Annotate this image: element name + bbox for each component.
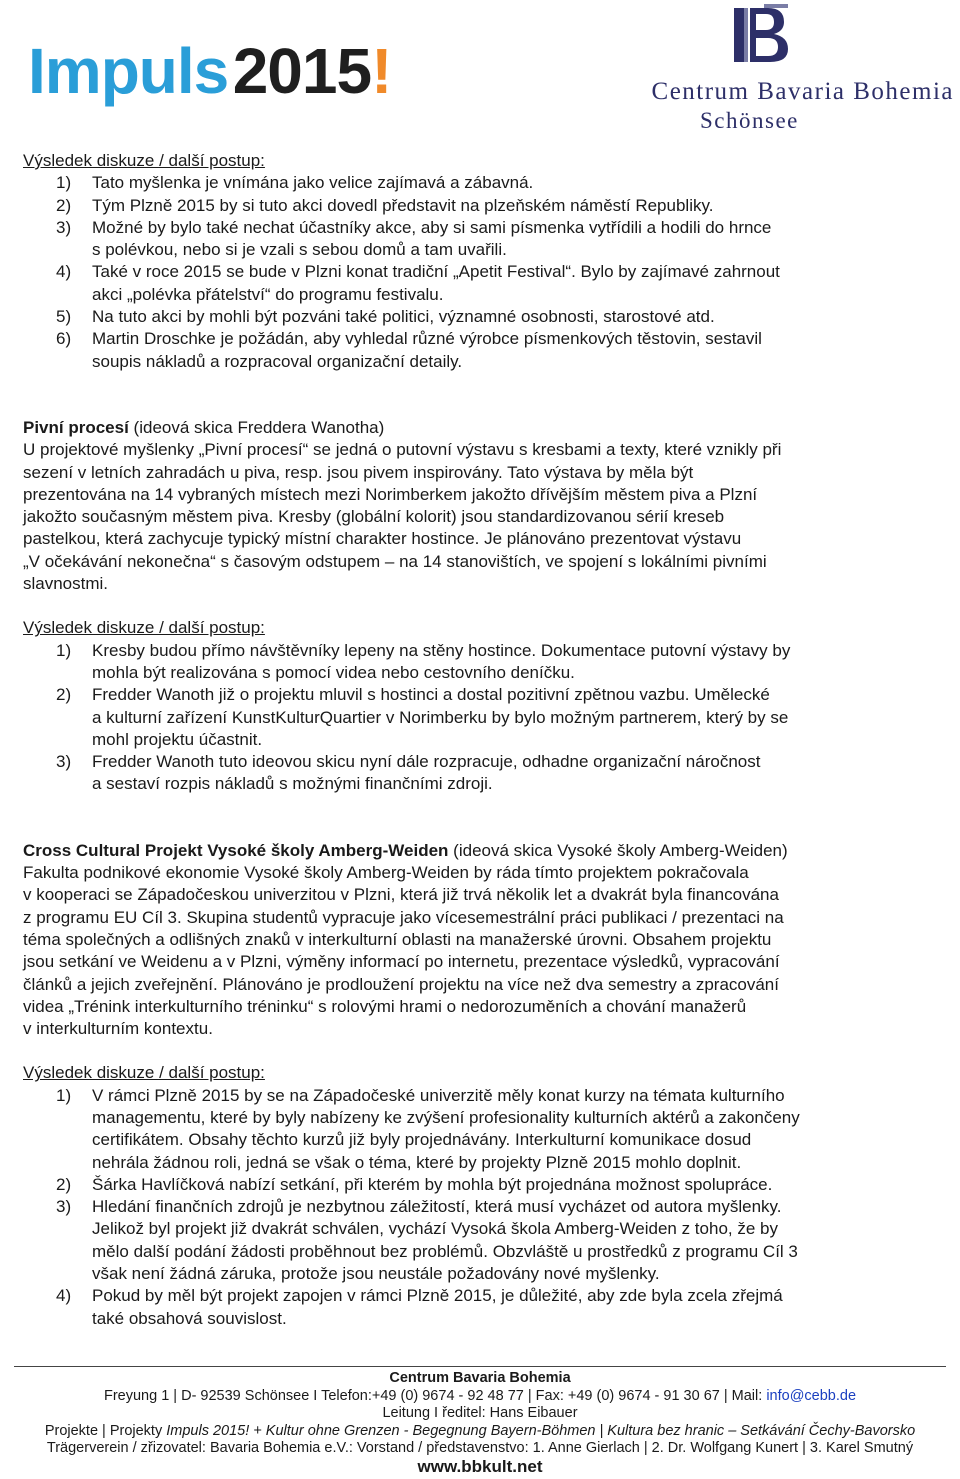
list-item: 2) Fredder Wanoth již o projektu mluvil s hostinci a dostal pozitivní zpětnou vazbu. Umělecké a kulturní zařízení KunstKulturQuartier v Norimberku by bylo možným partnerem, který by se mohl projektu účastnit. [56,685,789,749]
list-item: 2) Tým Plzně 2015 by si tuto akci dovedl představit na plzeňském náměstí Republiky. [56,195,714,215]
list-item: 6) Martin Droschke je požádán, aby vyhledal různé výrobce písmenkových těstovin, sestavil soupis nákladů a rozpracoval organizační detaily. [56,329,762,371]
impuls-2015-logo [28,34,391,108]
list-item: 2) Šárka Havlíčková nabízí setkání, při kterém by mohla být projednána možnost spolupráce. [56,1174,773,1194]
list-item: 3) Fredder Wanoth tuto ideovou skicu nyní dále rozpracuje, odhadne organizační náročnost a sestaví rozpis nákladů s možnými finančními zdroji. [56,752,761,794]
section3-title: Cross Cultural Projekt Vysoké školy Amberg-Weiden (ideová skica Vysoké školy Amberg-Weiden) [23,840,788,860]
list-item: 3) Hledání finančních zdrojů je nezbytnou záležitostí, která musí vycházet od autora myšlenky. Jelikož byl projekt již dvakrát schválen, vychází Vysoká škola Amberg-Weiden z toho, že by mělo další podání žádosti proběhnout bez problémů. Obzvláště u prostředků z programu Cíl 3 však není žádná záruka, protože jsou neustále požadovány nové myšlenky. [56,1197,798,1284]
footer-trager: Trägerverein / zřizovatel: Bavaria Bohemia e.V.: Vorstand / představenstvo: 1. Anne Gierlach | 2. Dr. Wolfgang Kunert | 3. Karel Smutný [46,1440,914,1456]
section1-heading: Výsledek diskuze / další postup: [23,151,265,170]
section2-title: Pivní procesí (ideová skica Freddera Wanotha) [23,417,385,437]
list-item: 3) Možné by bylo také nechat účastníky akce, aby si sami písmenka vytřídili a hodili do hrnce s polévkou, nebo si je vzali s sebou domů a tam uvařili. [56,217,772,260]
section1-list [23,172,903,373]
section3-heading: Výsledek diskuze / další postup: [23,1063,265,1083]
logo-line-centrum: Centrum Bavaria Bohemia [651,78,954,105]
footer-address: Freyung 1 | D- 92539 Schönsee I Telefon:+49 (0) 9674 - 92 48 77 | Fax: +49 (0) 9674 - 91 30 67 | Mail: info@cebb.de [103,1387,857,1404]
list-item: 1) V rámci Plzně 2015 by se na Západočeské univerzitě měly konat kurzy na témata kulturního managementu, které by byly nabízeny ke zvýšení profesionality kulturních aktérů a zakončeny certifikátem. Obsahy těchto kurzů již byly projednávány. Interkulturní komunikace dosud nehrála žádnou roli, jedná se však o téma, které by projekty Plzně 2015 mohlo doplnit. [56,1085,800,1172]
footer-org: Centrum Bavaria Bohemia [389,1370,571,1386]
list-item: 1) Kresby budou přímo návštěvníky lepeny na stěny hostince. Dokumentace putovní výstavy by mohla být realizována s pomocí videa nebo cestovního deníčku. [56,640,791,682]
page-footer [0,1366,960,1475]
footer-divider [14,1366,946,1367]
centrum-bavaria-bohemia-logo [584,4,954,133]
footer-projects: Projekte | Projekty Impuls 2015! + Kultur ohne Grenzen - Begegnung Bayern-Böhmen | Kultura bez hranic – Setkávání Čechy-Bavorsko [44,1422,916,1439]
logo-year: 2015 [232,35,372,107]
section2-heading: Výsledek diskuze / další postup: [23,618,265,638]
document-body [23,150,903,1330]
footer-mail-link[interactable]: info@cebb.de [766,1387,857,1404]
logo-exclamation: ! [371,35,392,107]
section3-body: Fakulta podnikové ekonomie Vysoké školy Amberg-Weiden by ráda tímto projektem pokračovala v kooperaci se Západočeskou univerzitou v Plzni, která již trvá několik let a dvakrát byla financována z programu EU Cíl 3. Skupina studentů vypracuje jako vícesemestrální práci publikaci / prezentaci na téma společných a odlišných znaků v interkulturní oblasti na manažerské úrovni. Obsahem projektu jsou setkání ve Weidenu a v Plzni, výměny informací po internetu, prezentace výsledků, vypracování článků a jejich zveřejnění. Plánováno je prodloužení projektu na více než dva semestry a zpracování videa „Trénink interkulturního tréninku“ s rolovými hrami o nedorozuměních a chování manažerů v interkulturním kontextu. [23,863,784,1039]
footer-director: Leitung I ředitel: Hans Eibauer [382,1405,578,1421]
list-item: 5) Na tuto akci by mohli být pozváni také politici, významné osobnosti, starostové atd. [56,307,715,327]
list-item: 4) Pokud by měl být projekt zapojen v rámci Plzně 2015, je důležité, aby zde byla zcela zřejmá také obsahová souvislost. [56,1286,783,1328]
list-item: 1) Tato myšlenka je vnímána jako velice zajímavá a zábavná. [56,173,534,193]
list-item: 4) Také v roce 2015 se bude v Plzni konat tradiční „Apetit Festival“. Bylo by zajímavé zahrnout akci „polévka přátelství“ do programu festivalu. [56,262,780,304]
section2-body: U projektové myšlenky „Pivní procesí“ se jedná o putovní výstavu s kresbami a texty, které vznikly při sezení v letních zahradách u piva, resp. jsou pivem inspirovány. Tato výstava by měla být prezentována na 14 vybraných místech mezi Norimberkem jakožto dřívějším městem piva a Plzní jakožto současným městem piva. Kresby (globální kolorit) jsou standardizovanou sérií kreseb pastelkou, která zachycuje typický místní charakter hostince. Je plánováno prezentovat výstavu „V očekávání nekonečna“ s časovým odstupem – na 14 stanovištích, ve spojení s lokálními pivními slavnostmi. [23,440,782,594]
section3-list [23,1085,903,1330]
bb-monogram-icon [734,4,792,64]
logo-word: Impuls [28,35,229,107]
logo-line-schonsee: Schönsee [700,108,799,133]
footer-website-link[interactable]: www.bbkult.net [417,1456,543,1476]
section2-list [23,640,903,796]
